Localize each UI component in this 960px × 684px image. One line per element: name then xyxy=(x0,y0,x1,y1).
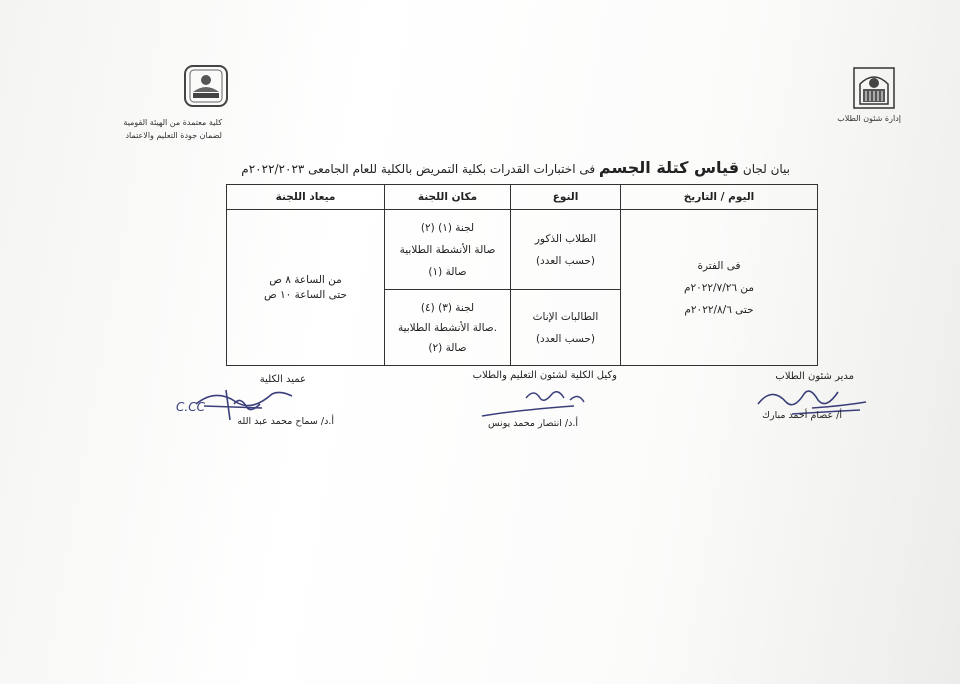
hall-number: صالة (٢) xyxy=(428,341,467,354)
student-affairs-logo xyxy=(852,66,896,110)
nursing-faculty-logo xyxy=(182,62,230,110)
type-cell-female xyxy=(511,290,621,366)
committee-numbers: لجنة (١) (٢) xyxy=(420,221,475,234)
period-line2: من ٢٠٢٢/٧/٢٦م xyxy=(683,281,755,294)
hall-name: .صالة الأنشطة الطلابية xyxy=(397,321,498,334)
table-header-row xyxy=(227,185,818,210)
place-cell-1 xyxy=(385,210,511,290)
table-row xyxy=(227,210,818,290)
type-cell-male xyxy=(511,210,621,290)
accreditation-caption-line1: كلية معتمدة من الهيئة القومية xyxy=(123,118,222,127)
header-type: النوع xyxy=(511,185,621,210)
header-time: ميعاد اللجنة xyxy=(227,185,385,210)
type-label: الطلاب الذكور xyxy=(534,232,597,245)
header-day-date: اليوم / التاريخ xyxy=(621,185,818,210)
committee-numbers: لجنة (٣) (٤) xyxy=(420,301,475,314)
period-line1: فى الفترة xyxy=(697,259,741,272)
signature-name-student-affairs: أ/ عصام أحمد مبارك xyxy=(762,410,842,421)
signature-vice-dean xyxy=(478,384,610,420)
signature-title-student-affairs: مدير شئون الطلاب xyxy=(775,371,854,382)
title-suffix: فى اختبارات القدرات بكلية التمريض بالكلية للعام الجامعى ٢٠٢٢/٢٠٢٣م xyxy=(241,162,599,176)
type-label: الطالبات الإناث xyxy=(532,310,599,323)
signature-name-vice-dean: أ.د/ انتصار محمد يونس xyxy=(487,418,578,429)
type-note: (حسب العدد) xyxy=(535,254,596,267)
place-cell-2 xyxy=(385,290,511,366)
hall-name: صالة الأنشطة الطلابية xyxy=(399,243,496,256)
time-from: من الساعة ٨ ص xyxy=(269,273,342,286)
time-cell xyxy=(227,210,385,366)
signature-name-dean: أ.د/ سماح محمد عبد الله xyxy=(237,416,334,427)
document-title xyxy=(241,158,790,177)
signature-title-dean: عميد الكلية xyxy=(259,374,306,385)
handwritten-note: C.CC xyxy=(176,400,205,414)
title-highlight: قياس كتلة الجسم xyxy=(598,158,740,177)
schedule-table xyxy=(226,184,818,366)
title-prefix: بيان لجان xyxy=(739,162,790,176)
type-note: (حسب العدد) xyxy=(535,332,596,345)
right-header-caption: إدارة شئون الطلاب xyxy=(837,114,901,123)
accreditation-caption-line2: لضمان جودة التعليم والاعتماد xyxy=(125,131,222,140)
time-to: حتى الساعة ١٠ ص xyxy=(264,288,347,301)
period-cell xyxy=(621,210,818,366)
signature-title-vice-dean: وكيل الكلية لشئون التعليم والطلاب xyxy=(472,370,617,381)
period-line3: حتى ٢٠٢٢/٨/٦م xyxy=(684,303,754,316)
header-place: مكان اللجنة xyxy=(385,185,511,210)
hall-number: صالة (١) xyxy=(428,265,467,278)
